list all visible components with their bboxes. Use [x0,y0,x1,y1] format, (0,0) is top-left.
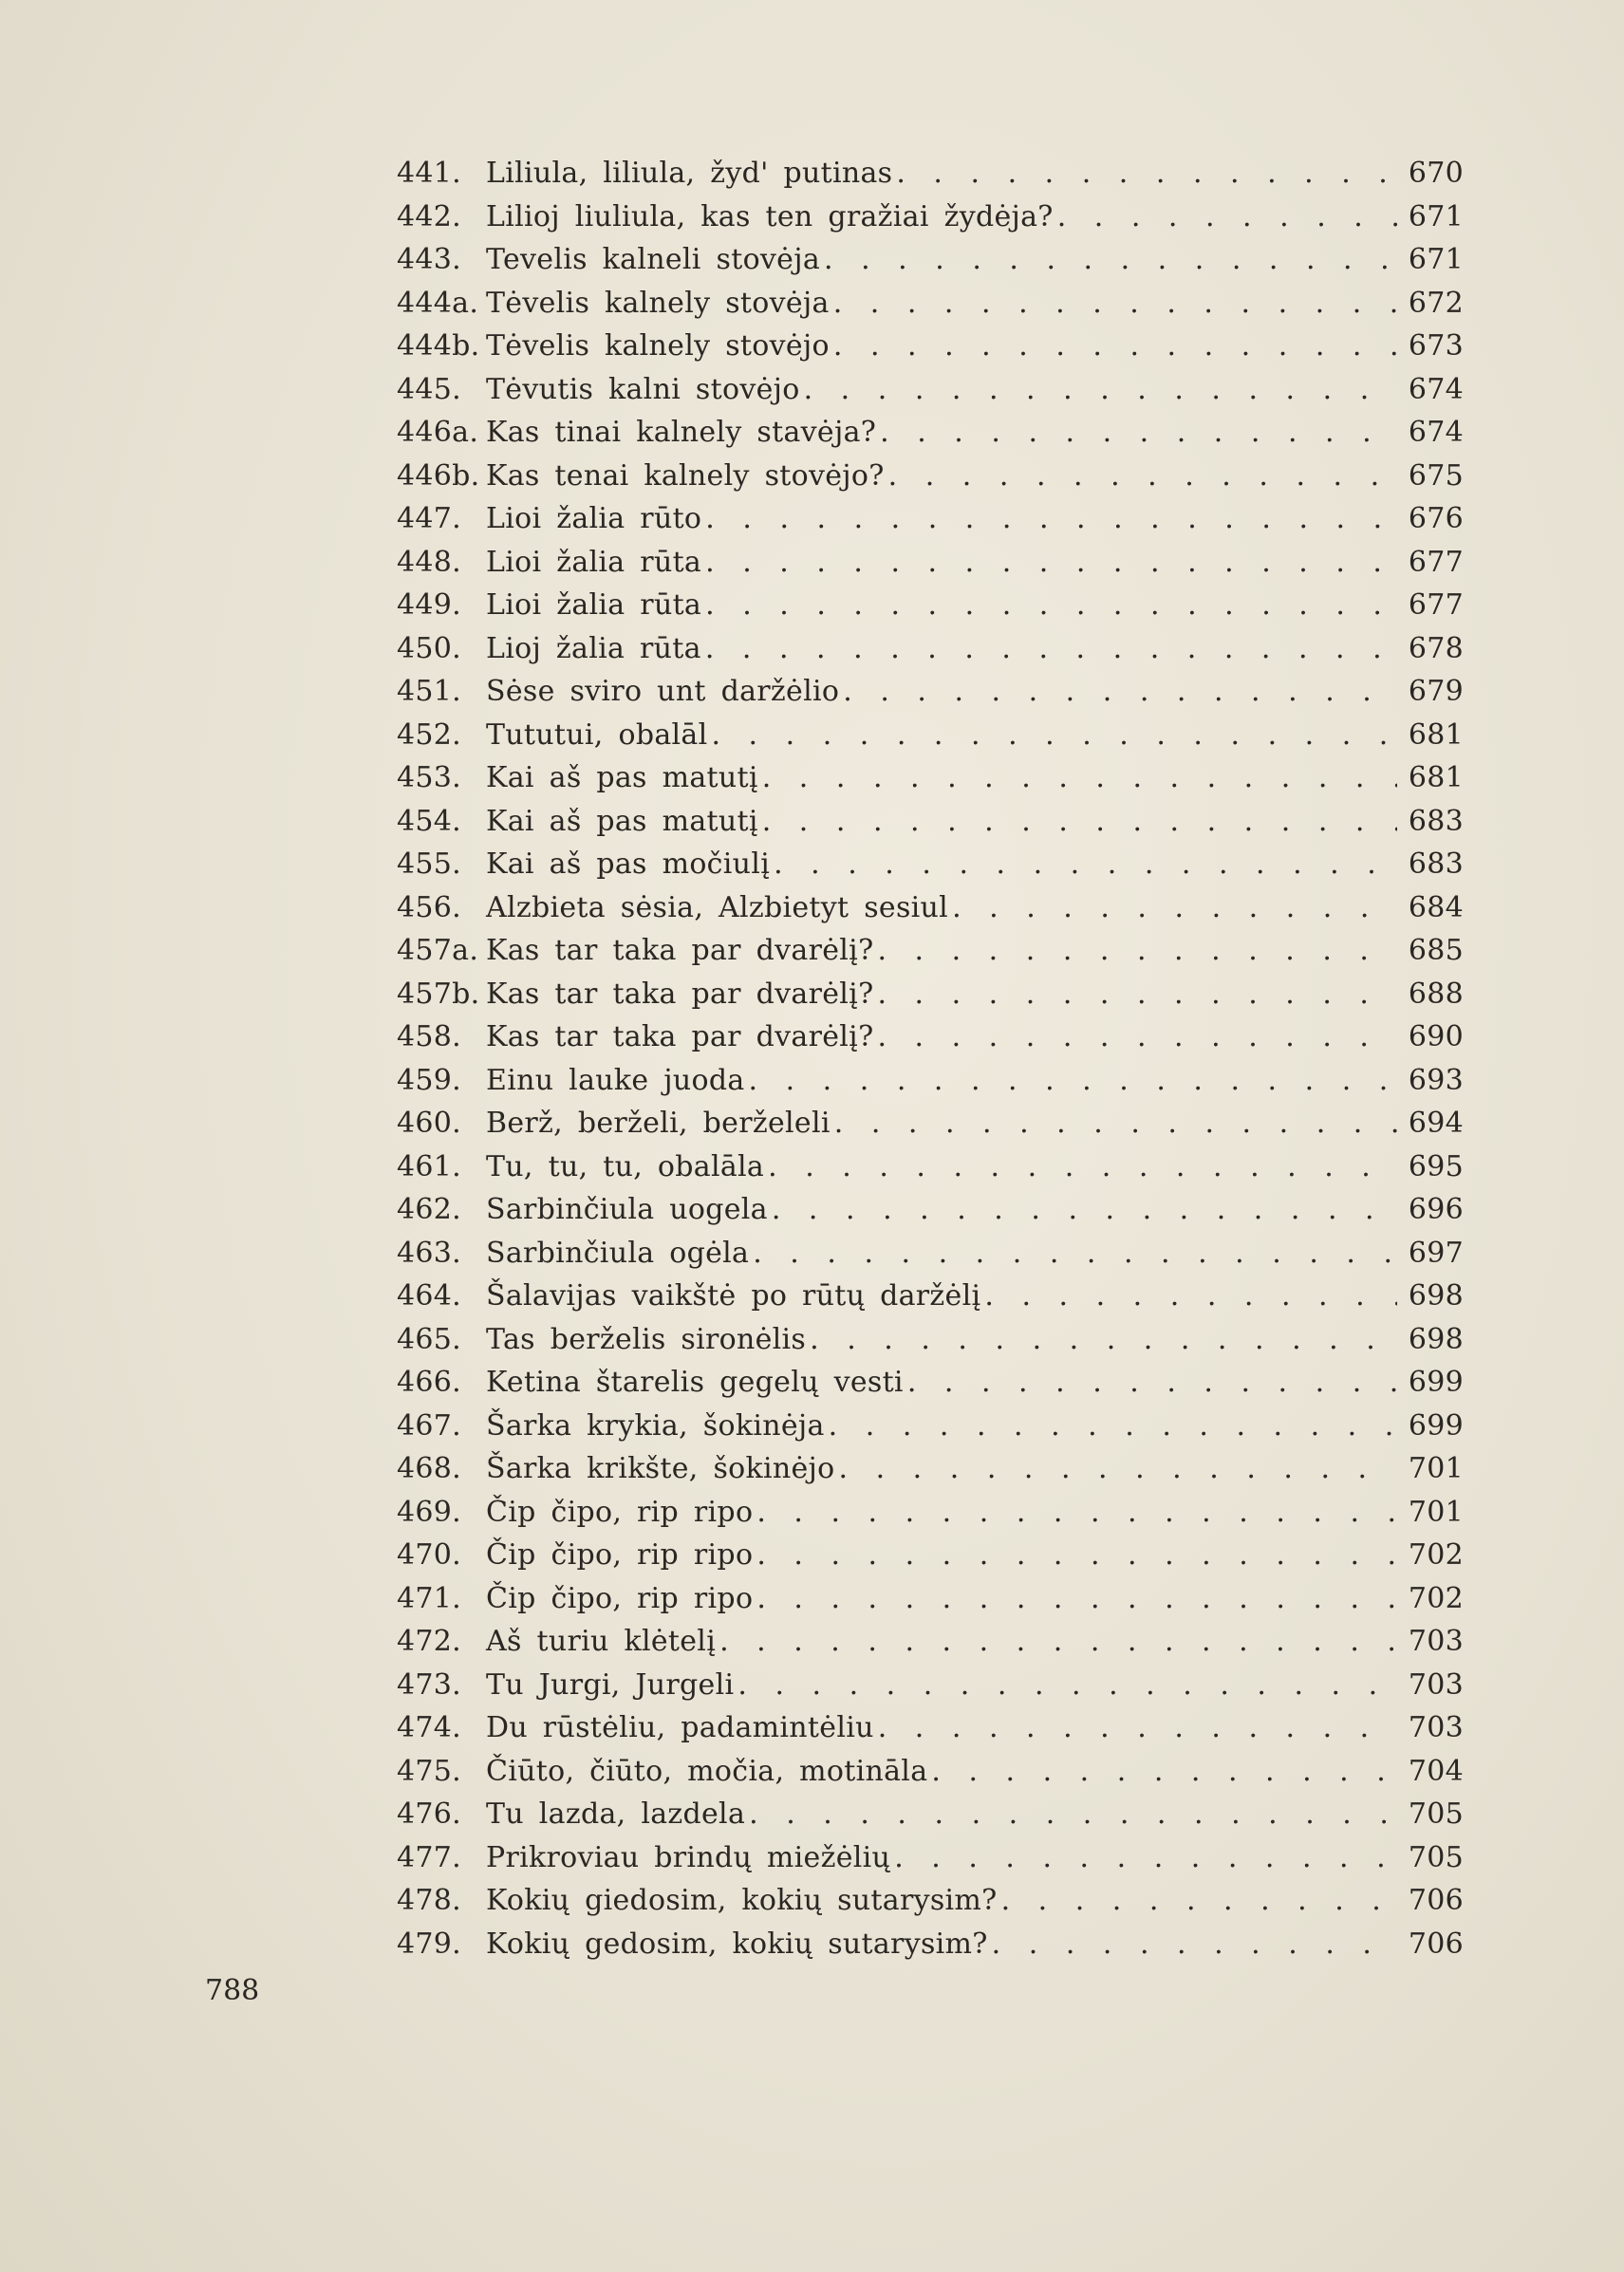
toc-entry [391,282,1464,326]
dot-leader [907,1361,1397,1405]
dot-leader [1001,1879,1397,1923]
entry-number: 476. [397,1797,461,1831]
entry-page: 677 [1408,588,1464,622]
toc-entry [391,1879,1464,1923]
dot-leader [705,627,1397,671]
dot-leader [762,800,1397,844]
entry-title: Prikroviau brindų miežėlių [486,1840,891,1874]
entry-page: 674 [1408,416,1464,449]
entry-number: 447. [397,502,461,535]
table-of-contents [391,152,1464,1965]
entry-title: Tu lazda, lazdela [486,1797,746,1831]
dot-leader [772,1188,1397,1232]
toc-entry [391,1534,1464,1577]
toc-entry [391,1232,1464,1276]
toc-entry [391,541,1464,585]
entry-title: Kas tar taka par dvarėlį? [486,977,874,1011]
dot-leader [877,929,1397,973]
entry-page: 681 [1408,761,1464,794]
entry-page: 696 [1408,1193,1464,1226]
entry-page: 699 [1408,1366,1464,1399]
toc-entry [391,1405,1464,1448]
dot-leader [877,1015,1397,1059]
entry-title: Kai aš pas matutį [486,804,758,838]
toc-entry [391,455,1464,498]
entry-number: 444a. [397,286,479,320]
toc-entry [391,627,1464,671]
entry-number: 449. [397,588,461,622]
entry-number: 467. [397,1408,461,1443]
toc-entry [391,1318,1464,1362]
entry-page: 695 [1408,1149,1464,1183]
dot-leader [756,1491,1397,1535]
entry-title: Šarka krykia, šokinėja [486,1408,825,1443]
entry-number: 464. [397,1279,461,1313]
entry-page: 685 [1408,934,1464,967]
entry-page: 671 [1408,243,1464,276]
entry-number: 463. [397,1236,461,1270]
entry-number: 451. [397,675,461,708]
toc-entry [391,1664,1464,1707]
toc-entry [391,584,1464,627]
dot-leader [705,541,1397,585]
entry-page: 672 [1408,286,1464,320]
entry-title: Lioj žalia rūta [486,631,701,665]
entry-title: Čip čipo, rip ripo [486,1581,754,1615]
toc-entry [391,670,1464,714]
toc-entry [391,1491,1464,1535]
toc-entry [391,1923,1464,1966]
dot-leader [1057,196,1397,239]
dot-leader [824,238,1397,282]
dot-leader [888,455,1397,498]
entry-title: Einu lauke juoda [486,1063,745,1097]
entry-title: Aš turiu klėtelį [486,1625,717,1658]
entry-title: Lioi žalia rūto [486,502,702,535]
toc-entry [391,1750,1464,1794]
entry-title: Berž, berželi, berželeli [486,1107,831,1140]
entry-page: 675 [1408,458,1464,493]
dot-leader [753,1232,1397,1276]
dot-leader [992,1923,1397,1966]
entry-title: Du rūstėliu, padamintėliu [486,1711,874,1744]
entry-page: 671 [1408,199,1464,233]
dot-leader [737,1664,1397,1707]
entry-title: Lilioj liuliula, kas ten gražiai žydėja? [486,199,1054,233]
entry-number: 475. [397,1754,461,1788]
entry-page: 697 [1408,1236,1464,1270]
entry-title: Tėvelis kalnely stovėja [486,286,830,320]
entry-page: 703 [1408,1625,1464,1658]
dot-leader [877,973,1397,1016]
entry-number: 473. [397,1667,461,1702]
entry-page: 702 [1408,1538,1464,1572]
entry-title: Kas tinai kalnely stavėja? [486,416,877,449]
dot-leader [880,411,1397,455]
dot-leader [984,1275,1397,1318]
entry-number: 443. [397,243,461,276]
entry-number: 459. [397,1063,461,1097]
dot-leader [834,1102,1397,1145]
toc-entry [391,1620,1464,1664]
entry-number: 444b. [397,329,480,363]
toc-entry [391,196,1464,239]
toc-entry [391,1015,1464,1059]
page-number: 788 [205,1974,260,2007]
entry-number: 471. [397,1581,461,1615]
entry-page: 702 [1408,1581,1464,1615]
dot-leader [749,1059,1397,1103]
toc-entry [391,800,1464,844]
entry-number: 466. [397,1366,461,1399]
entry-page: 693 [1408,1063,1464,1097]
entry-title: Čip čipo, rip ripo [486,1538,754,1572]
dot-leader [839,1447,1397,1491]
entry-number: 462. [397,1193,461,1226]
dot-leader [705,584,1397,627]
entry-page: 698 [1408,1322,1464,1356]
entry-page: 703 [1408,1667,1464,1702]
entry-title: Tu Jurgi, Jurgeli [486,1667,735,1702]
toc-entry [391,497,1464,541]
dot-leader [756,1577,1397,1621]
dot-leader [719,1620,1397,1664]
toc-entry [391,325,1464,368]
entry-number: 478. [397,1884,461,1917]
toc-entry [391,1102,1464,1145]
entry-page: 705 [1408,1797,1464,1831]
entry-title: Lioi žalia rūta [486,545,702,579]
toc-entry [391,1447,1464,1491]
entry-title: Kas tar taka par dvarėlį? [486,934,874,967]
entry-title: Kas tar taka par dvarėlį? [486,1020,874,1053]
entry-page: 679 [1408,675,1464,708]
toc-entry [391,152,1464,196]
entry-title: Kokių giedosim, kokių sutarysim? [486,1884,998,1917]
entry-number: 465. [397,1322,461,1356]
toc-entry [391,238,1464,282]
toc-entry [391,1793,1464,1836]
entry-page: 677 [1408,545,1464,579]
entry-page: 701 [1408,1452,1464,1485]
entry-title: Ketina štarelis gegelų vesti [486,1366,904,1399]
dot-leader [762,756,1397,800]
entry-title: Kas tenai kalnely stovėjo? [486,458,885,493]
entry-page: 681 [1408,717,1464,752]
entry-number: 446b. [397,458,480,493]
toc-entry [391,886,1464,930]
entry-page: 676 [1408,502,1464,535]
entry-page: 678 [1408,631,1464,665]
entry-title: Tėvelis kalnely stovėjo [486,329,830,363]
toc-entry [391,756,1464,800]
entry-title: Tėvutis kalni stovėjo [486,372,800,406]
entry-page: 694 [1408,1107,1464,1140]
entry-page: 683 [1408,804,1464,838]
entry-title: Čip čipo, rip ripo [486,1495,754,1529]
entry-number: 469. [397,1495,461,1529]
dot-leader [931,1750,1397,1794]
entry-title: Alzbieta sėsia, Alzbietyt sesiul [486,890,949,924]
entry-title: Kokių gedosim, kokių sutarysim? [486,1927,988,1961]
entry-number: 479. [397,1927,461,1961]
entry-number: 468. [397,1452,461,1485]
entry-title: Tas berželis sironėlis [486,1322,807,1356]
dot-leader [894,1836,1397,1880]
entry-title: Šalavijas vaikštė po rūtų daržėlį [486,1279,981,1313]
entry-page: 683 [1408,847,1464,881]
entry-title: Liliula, liliula, žyd' putinas [486,157,893,190]
toc-entry [391,368,1464,412]
toc-entry [391,411,1464,455]
toc-entry [391,973,1464,1016]
entry-title: Čiūto, čiūto, močia, motināla [486,1754,928,1788]
dot-leader [952,886,1397,930]
entry-title: Tu, tu, tu, obalāla [486,1149,765,1183]
entry-title: Sarbinčiula uogela [486,1193,768,1226]
dot-leader [843,670,1397,714]
entry-title: Sėse sviro unt daržėlio [486,675,840,708]
entry-number: 453. [397,761,461,794]
toc-entry [391,714,1464,757]
entry-number: 477. [397,1840,461,1874]
entry-number: 454. [397,804,461,838]
dot-leader [896,152,1397,196]
toc-entry [391,1706,1464,1750]
entry-number: 441. [397,157,461,190]
toc-entry [391,1145,1464,1189]
entry-page: 706 [1408,1884,1464,1917]
entry-page: 688 [1408,977,1464,1011]
dot-leader [768,1145,1397,1189]
entry-page: 704 [1408,1754,1464,1788]
entry-page: 674 [1408,372,1464,406]
entry-page: 703 [1408,1711,1464,1744]
entry-number: 474. [397,1711,461,1744]
toc-entry [391,1577,1464,1621]
toc-entry [391,1275,1464,1318]
entry-number: 472. [397,1625,461,1658]
entry-page: 684 [1408,890,1464,924]
dot-leader [756,1534,1397,1577]
toc-entry [391,1836,1464,1880]
toc-entry [391,1059,1464,1103]
entry-page: 670 [1408,157,1464,190]
entry-title: Tevelis kalneli stovėja [486,243,821,276]
entry-number: 446a. [397,416,479,449]
entry-title: Sarbinčiula ogėla [486,1236,750,1270]
dot-leader [833,282,1397,326]
dot-leader [774,843,1397,886]
entry-page: 690 [1408,1020,1464,1053]
entry-number: 452. [397,717,461,752]
entry-number: 442. [397,199,461,233]
entry-number: 456. [397,890,461,924]
entry-page: 673 [1408,329,1464,363]
entry-title: Tututui, obalāl [486,717,708,752]
entry-title: Kai aš pas močiulį [486,847,771,881]
toc-entry [391,1361,1464,1405]
toc-entry [391,929,1464,973]
entry-number: 470. [397,1538,461,1572]
entry-number: 450. [397,631,461,665]
entry-number: 460. [397,1107,461,1140]
entry-number: 457b. [397,977,480,1011]
dot-leader [810,1318,1397,1362]
entry-number: 461. [397,1149,461,1183]
dot-leader [711,714,1397,757]
entry-title: Kai aš pas matutį [486,761,758,794]
entry-page: 706 [1408,1927,1464,1961]
dot-leader [804,368,1397,412]
toc-entry [391,843,1464,886]
entry-title: Lioi žalia rūta [486,588,702,622]
entry-page: 698 [1408,1279,1464,1313]
entry-page: 699 [1408,1408,1464,1443]
dot-leader [705,497,1397,541]
entry-number: 445. [397,372,461,406]
entry-page: 705 [1408,1840,1464,1874]
dot-leader [749,1793,1397,1836]
entry-number: 458. [397,1020,461,1053]
entry-title: Šarka krikšte, šokinėjo [486,1452,835,1485]
entry-number: 455. [397,847,461,881]
entry-page: 701 [1408,1495,1464,1529]
dot-leader [833,325,1397,368]
dot-leader [878,1706,1397,1750]
toc-entry [391,1188,1464,1232]
entry-number: 457a. [397,934,479,967]
dot-leader [829,1405,1397,1448]
entry-number: 448. [397,545,461,579]
